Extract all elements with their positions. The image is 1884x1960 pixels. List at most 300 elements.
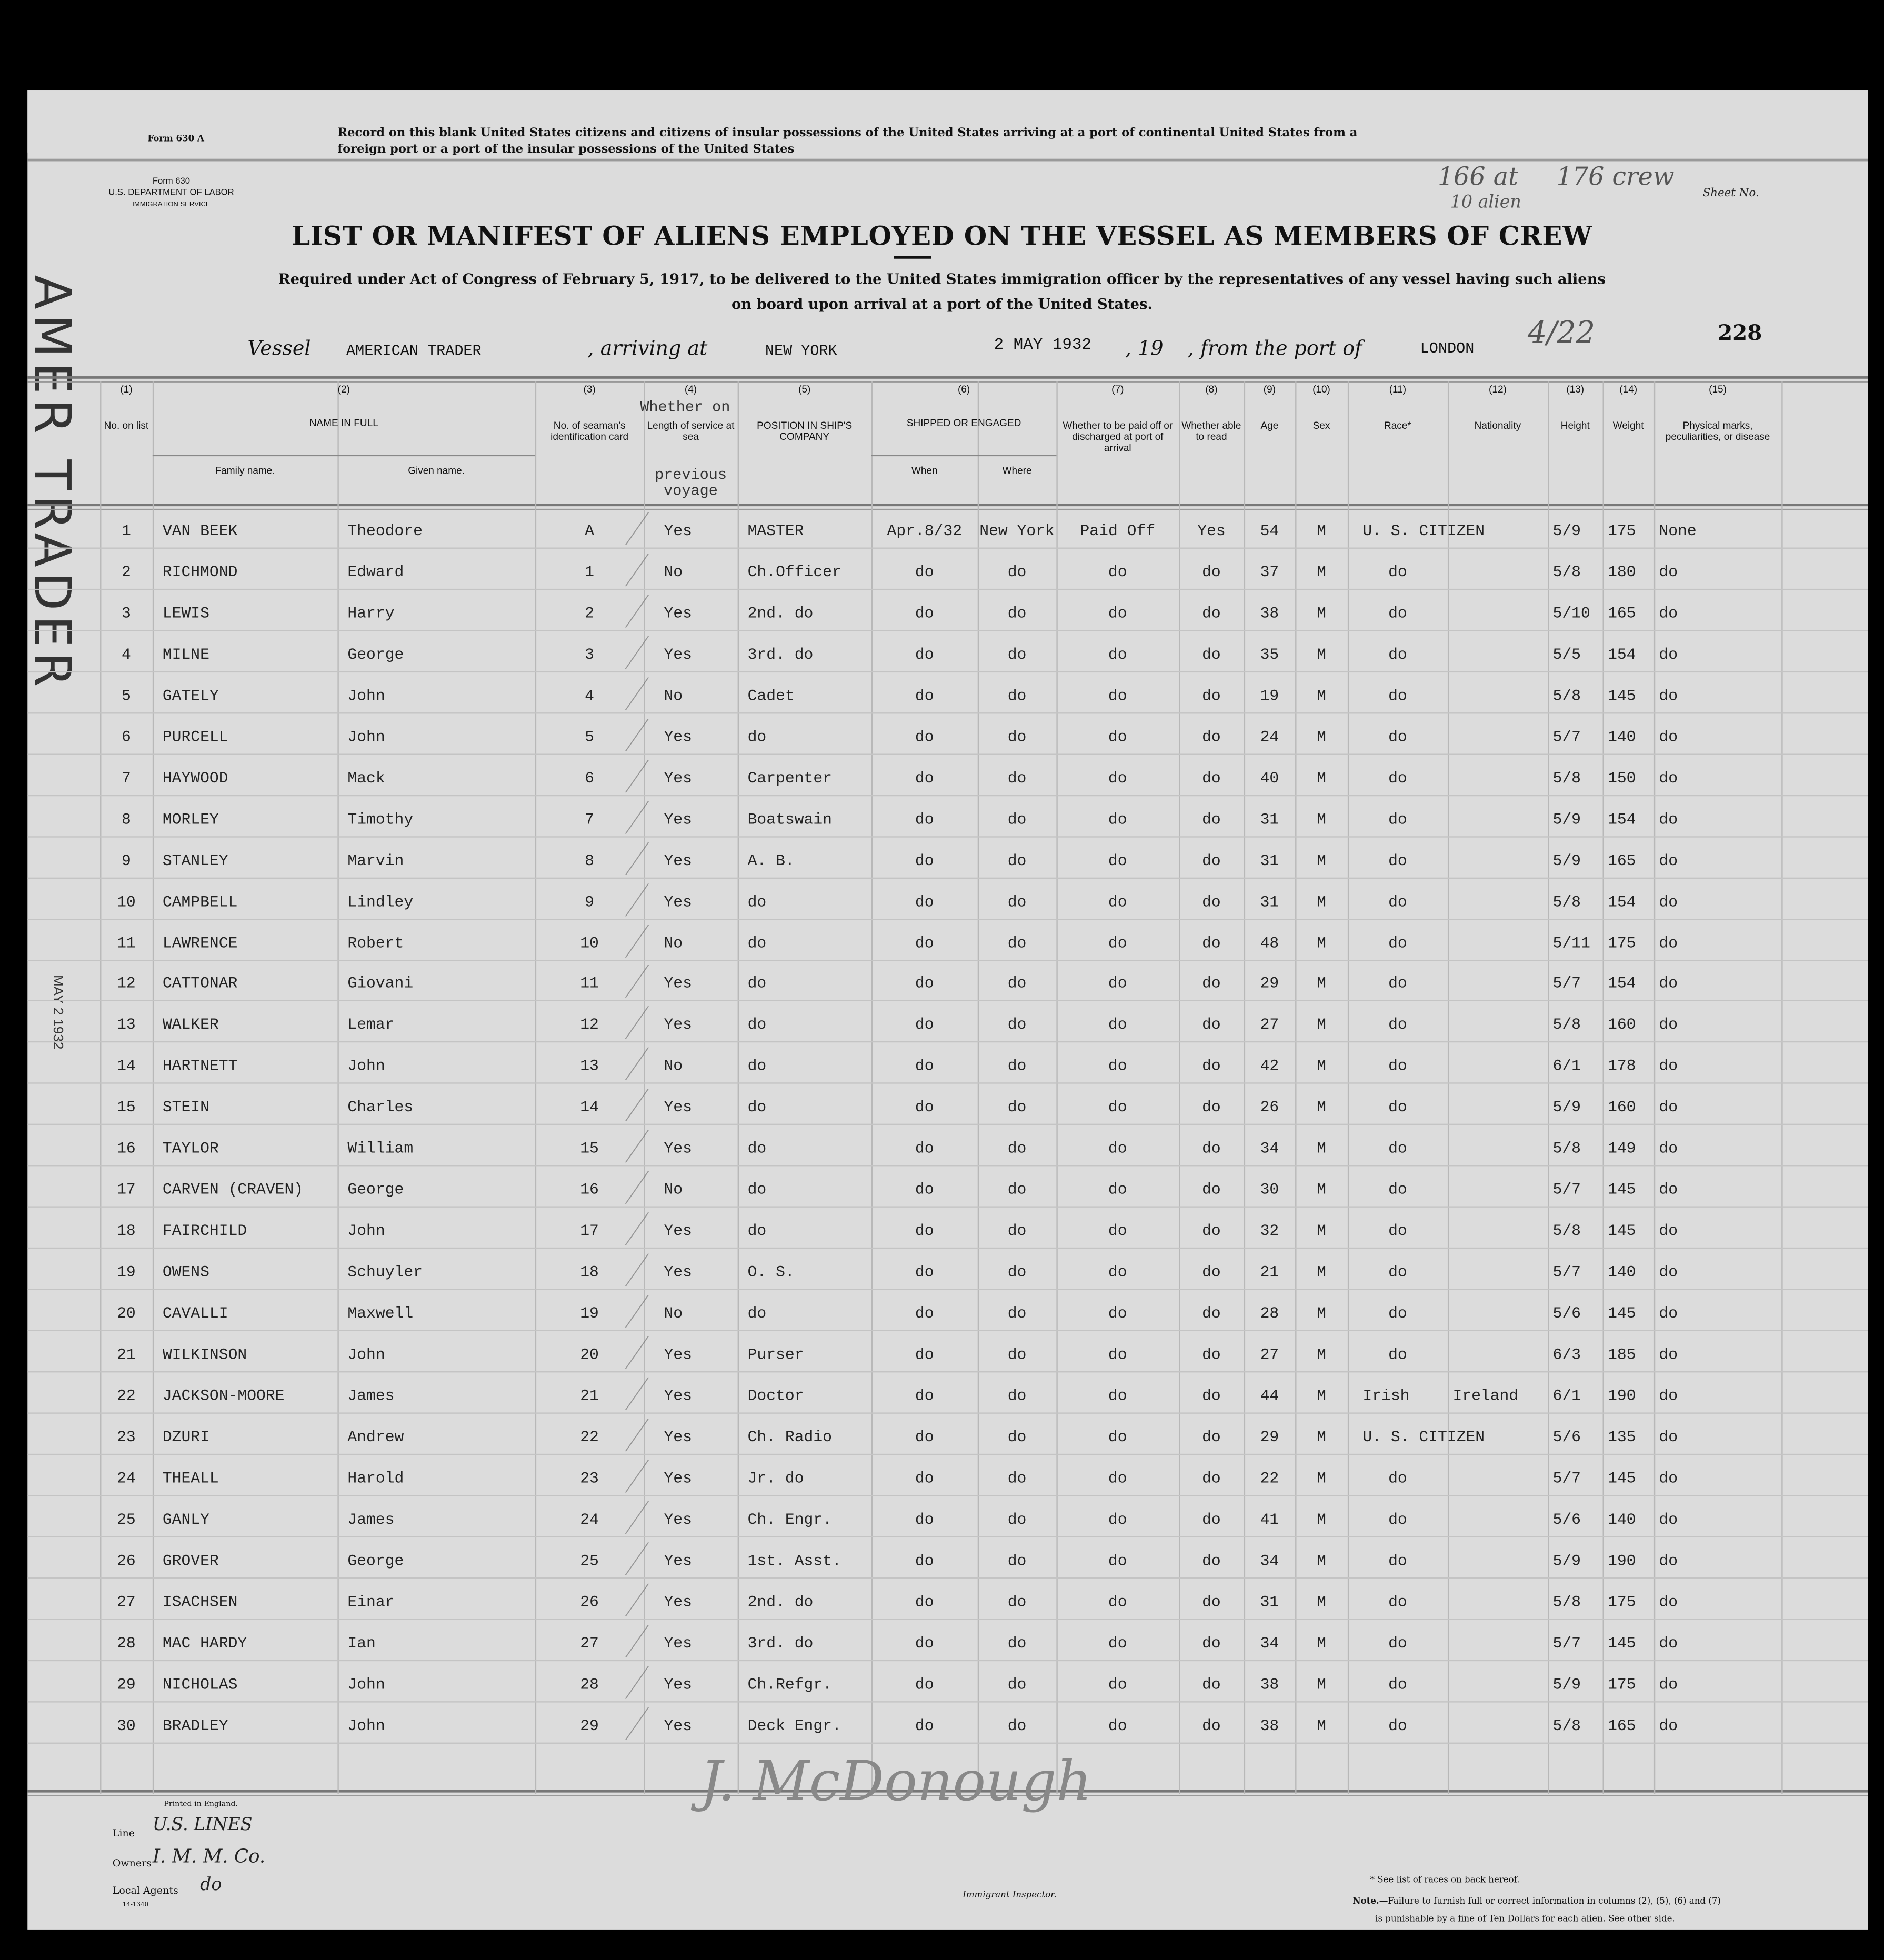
shipped-where[interactable]: do [1007, 1222, 1027, 1240]
previous-voyage[interactable]: No [664, 1305, 683, 1323]
able-to-read[interactable]: do [1202, 1387, 1221, 1405]
paid-off[interactable]: do [1108, 1017, 1127, 1034]
weight[interactable]: 175 [1608, 1675, 1636, 1693]
shipped-where[interactable]: do [1007, 976, 1027, 993]
weight[interactable]: 140 [1608, 728, 1636, 746]
able-to-read[interactable]: do [1202, 1346, 1221, 1364]
previous-voyage[interactable]: Yes [664, 1387, 692, 1405]
given-name[interactable]: Robert [347, 934, 404, 952]
race[interactable]: U. S. CITIZEN [1362, 522, 1485, 540]
shipped-when[interactable]: do [915, 1305, 934, 1323]
race[interactable]: do [1388, 1222, 1407, 1240]
given-name[interactable]: Einar [347, 1593, 395, 1611]
race[interactable]: do [1388, 1099, 1407, 1117]
given-name[interactable]: John [347, 1675, 385, 1693]
shipped-when[interactable]: do [915, 1058, 934, 1076]
paid-off[interactable]: do [1108, 1511, 1127, 1529]
age[interactable]: 34 [1260, 1140, 1279, 1158]
sex[interactable]: M [1317, 1058, 1326, 1076]
physical-marks[interactable]: do [1659, 1552, 1678, 1570]
id-card-number[interactable]: 5 [585, 728, 595, 746]
id-card-number[interactable]: 12 [580, 1017, 599, 1034]
given-name[interactable]: George [347, 646, 404, 664]
arrival-port[interactable]: NEW YORK [765, 342, 837, 360]
shipped-when[interactable]: do [915, 646, 934, 664]
able-to-read[interactable]: do [1202, 1058, 1221, 1076]
race[interactable]: do [1388, 934, 1407, 952]
physical-marks[interactable]: None [1659, 522, 1697, 540]
line-value[interactable]: U.S. LINES [152, 1815, 253, 1835]
sex[interactable]: M [1317, 1099, 1326, 1117]
paid-off[interactable]: do [1108, 728, 1127, 746]
given-name[interactable]: John [347, 1058, 385, 1076]
able-to-read[interactable]: do [1202, 810, 1221, 829]
race[interactable]: do [1388, 1634, 1407, 1652]
previous-voyage[interactable]: Yes [664, 1429, 692, 1446]
sex[interactable]: M [1317, 852, 1326, 870]
position[interactable]: Purser [747, 1346, 804, 1364]
sex[interactable]: M [1317, 1346, 1326, 1364]
age[interactable]: 30 [1260, 1181, 1279, 1199]
shipped-where[interactable]: do [1007, 728, 1027, 746]
given-name[interactable]: James [347, 1511, 395, 1529]
weight[interactable]: 165 [1608, 1716, 1636, 1735]
family-name[interactable]: LEWIS [162, 605, 209, 622]
given-name[interactable]: Edward [347, 564, 404, 581]
previous-voyage[interactable]: Yes [664, 646, 692, 664]
family-name[interactable]: HAYWOOD [162, 769, 228, 787]
weight[interactable]: 154 [1608, 893, 1636, 911]
physical-marks[interactable]: do [1659, 605, 1678, 622]
race[interactable]: do [1388, 646, 1407, 664]
position[interactable]: Ch. Engr. [747, 1511, 832, 1529]
id-card-number[interactable]: 15 [580, 1140, 599, 1158]
weight[interactable]: 160 [1608, 1099, 1636, 1117]
race[interactable]: U. S. CITIZEN [1362, 1429, 1485, 1446]
height[interactable]: 5/7 [1552, 1181, 1581, 1199]
paid-off[interactable]: do [1108, 1181, 1127, 1199]
age[interactable]: 24 [1260, 728, 1279, 746]
position[interactable]: Carpenter [747, 769, 832, 787]
height[interactable]: 5/9 [1552, 852, 1581, 870]
sex[interactable]: M [1317, 1181, 1326, 1199]
physical-marks[interactable]: do [1659, 1017, 1678, 1034]
given-name[interactable]: Harry [347, 605, 395, 622]
id-card-number[interactable]: A [585, 522, 595, 540]
given-name[interactable]: John [347, 1222, 385, 1240]
physical-marks[interactable]: do [1659, 564, 1678, 581]
paid-off[interactable]: do [1108, 1470, 1127, 1487]
previous-voyage[interactable]: Yes [664, 1470, 692, 1487]
race[interactable]: do [1388, 893, 1407, 911]
shipped-when[interactable]: do [915, 605, 934, 622]
given-name[interactable]: Charles [347, 1099, 414, 1117]
physical-marks[interactable]: do [1659, 1634, 1678, 1652]
weight[interactable]: 145 [1608, 1222, 1636, 1240]
shipped-when[interactable]: do [915, 1387, 934, 1405]
shipped-where[interactable]: do [1007, 646, 1027, 664]
weight[interactable]: 175 [1608, 934, 1636, 952]
weight[interactable]: 180 [1608, 564, 1636, 581]
physical-marks[interactable]: do [1659, 810, 1678, 829]
id-card-number[interactable]: 3 [585, 646, 595, 664]
weight[interactable]: 154 [1608, 976, 1636, 993]
paid-off[interactable]: do [1108, 1099, 1127, 1117]
shipped-when[interactable]: do [915, 1470, 934, 1487]
paid-off[interactable]: do [1108, 1222, 1127, 1240]
paid-off[interactable]: do [1108, 934, 1127, 952]
weight[interactable]: 185 [1608, 1346, 1636, 1364]
able-to-read[interactable]: do [1202, 1263, 1221, 1282]
position[interactable]: Deck Engr. [747, 1716, 841, 1735]
shipped-when[interactable]: do [915, 1222, 934, 1240]
age[interactable]: 44 [1260, 1387, 1279, 1405]
shipped-when[interactable]: do [915, 1593, 934, 1611]
weight[interactable]: 175 [1608, 522, 1636, 540]
family-name[interactable]: MORLEY [162, 810, 219, 829]
given-name[interactable]: Lemar [347, 1017, 395, 1034]
nationality[interactable]: Ireland [1452, 1387, 1519, 1405]
family-name[interactable]: WILKINSON [162, 1346, 247, 1364]
previous-voyage[interactable]: Yes [664, 810, 692, 829]
shipped-where[interactable]: do [1007, 852, 1027, 870]
race[interactable]: do [1388, 1593, 1407, 1611]
age[interactable]: 31 [1260, 852, 1279, 870]
race[interactable]: do [1388, 1263, 1407, 1282]
previous-voyage[interactable]: Yes [664, 852, 692, 870]
age[interactable]: 29 [1260, 1429, 1279, 1446]
id-card-number[interactable]: 8 [585, 852, 595, 870]
position[interactable]: Boatswain [747, 810, 832, 829]
weight[interactable]: 145 [1608, 687, 1636, 705]
id-card-number[interactable]: 7 [585, 810, 595, 829]
physical-marks[interactable]: do [1659, 1140, 1678, 1158]
physical-marks[interactable]: do [1659, 1263, 1678, 1282]
paid-off[interactable]: do [1108, 1140, 1127, 1158]
paid-off[interactable]: do [1108, 687, 1127, 705]
given-name[interactable]: Giovani [347, 976, 414, 993]
position[interactable]: Ch.Officer [747, 564, 841, 581]
given-name[interactable]: John [347, 1716, 385, 1735]
family-name[interactable]: TAYLOR [162, 1140, 219, 1158]
family-name[interactable]: GATELY [162, 687, 219, 705]
previous-voyage[interactable]: Yes [664, 605, 692, 622]
family-name[interactable]: ISACHSEN [162, 1593, 238, 1611]
physical-marks[interactable]: do [1659, 1346, 1678, 1364]
shipped-when[interactable]: do [915, 1181, 934, 1199]
height[interactable]: 5/8 [1552, 564, 1581, 581]
able-to-read[interactable]: do [1202, 1222, 1221, 1240]
previous-voyage[interactable]: Yes [664, 1263, 692, 1282]
shipped-where[interactable]: do [1007, 1387, 1027, 1405]
able-to-read[interactable]: do [1202, 646, 1221, 664]
paid-off[interactable]: do [1108, 1675, 1127, 1693]
family-name[interactable]: MAC HARDY [162, 1634, 247, 1652]
given-name[interactable]: George [347, 1181, 404, 1199]
id-card-number[interactable]: 22 [580, 1429, 599, 1446]
weight[interactable]: 145 [1608, 1305, 1636, 1323]
id-card-number[interactable]: 20 [580, 1346, 599, 1364]
position[interactable]: 3rd. do [747, 1634, 814, 1652]
id-card-number[interactable]: 16 [580, 1181, 599, 1199]
paid-off[interactable]: do [1108, 976, 1127, 993]
height[interactable]: 5/8 [1552, 893, 1581, 911]
previous-voyage[interactable]: Yes [664, 522, 692, 540]
shipped-where[interactable]: do [1007, 1675, 1027, 1693]
race[interactable]: do [1388, 1305, 1407, 1323]
height[interactable]: 5/6 [1552, 1305, 1581, 1323]
given-name[interactable]: James [347, 1387, 395, 1405]
able-to-read[interactable]: do [1202, 1181, 1221, 1199]
given-name[interactable]: Lindley [347, 893, 414, 911]
family-name[interactable]: CAVALLI [162, 1305, 228, 1323]
shipped-where[interactable]: do [1007, 1634, 1027, 1652]
previous-voyage[interactable]: Yes [664, 728, 692, 746]
able-to-read[interactable]: do [1202, 1593, 1221, 1611]
arrival-date[interactable]: 2 MAY 1932 [994, 335, 1091, 354]
given-name[interactable]: Ian [347, 1634, 376, 1652]
family-name[interactable]: HARTNETT [162, 1058, 238, 1076]
position[interactable]: MASTER [747, 522, 804, 540]
able-to-read[interactable]: do [1202, 1140, 1221, 1158]
height[interactable]: 5/7 [1552, 976, 1581, 993]
shipped-when[interactable]: do [915, 687, 934, 705]
age[interactable]: 40 [1260, 769, 1279, 787]
shipped-when[interactable]: do [915, 769, 934, 787]
paid-off[interactable]: Paid Off [1080, 522, 1156, 540]
able-to-read[interactable]: do [1202, 1716, 1221, 1735]
race[interactable]: do [1388, 1346, 1407, 1364]
position[interactable]: 1st. Asst. [747, 1552, 841, 1570]
family-name[interactable]: CAMPBELL [162, 893, 238, 911]
paid-off[interactable]: do [1108, 810, 1127, 829]
shipped-when[interactable]: Apr.8/32 [887, 522, 963, 540]
position[interactable]: 3rd. do [747, 646, 814, 664]
sex[interactable]: M [1317, 728, 1326, 746]
position[interactable]: O. S. [747, 1263, 795, 1282]
able-to-read[interactable]: do [1202, 769, 1221, 787]
age[interactable]: 34 [1260, 1634, 1279, 1652]
height[interactable]: 5/6 [1552, 1429, 1581, 1446]
id-card-number[interactable]: 13 [580, 1058, 599, 1076]
physical-marks[interactable]: do [1659, 1470, 1678, 1487]
family-name[interactable]: CARVEN (CRAVEN) [162, 1181, 304, 1199]
age[interactable]: 29 [1260, 976, 1279, 993]
height[interactable]: 5/7 [1552, 1470, 1581, 1487]
able-to-read[interactable]: do [1202, 976, 1221, 993]
sex[interactable]: M [1317, 1470, 1326, 1487]
previous-voyage[interactable]: Yes [664, 1675, 692, 1693]
physical-marks[interactable]: do [1659, 1099, 1678, 1117]
position[interactable]: A. B. [747, 852, 795, 870]
race[interactable]: do [1388, 810, 1407, 829]
shipped-when[interactable]: do [915, 1552, 934, 1570]
previous-voyage[interactable]: Yes [664, 893, 692, 911]
height[interactable]: 5/7 [1552, 728, 1581, 746]
position[interactable]: Doctor [747, 1387, 804, 1405]
vessel-name[interactable]: AMERICAN TRADER [346, 342, 482, 360]
id-card-number[interactable]: 23 [580, 1470, 599, 1487]
weight[interactable]: 190 [1608, 1387, 1636, 1405]
id-card-number[interactable]: 4 [585, 687, 595, 705]
position[interactable]: Cadet [747, 687, 795, 705]
age[interactable]: 19 [1260, 687, 1279, 705]
given-name[interactable]: Harold [347, 1470, 404, 1487]
previous-voyage[interactable]: No [664, 564, 683, 581]
able-to-read[interactable]: do [1202, 1017, 1221, 1034]
physical-marks[interactable]: do [1659, 1387, 1678, 1405]
weight[interactable]: 140 [1608, 1511, 1636, 1529]
physical-marks[interactable]: do [1659, 1058, 1678, 1076]
shipped-where[interactable]: do [1007, 1263, 1027, 1282]
previous-voyage[interactable]: No [664, 687, 683, 705]
height[interactable]: 5/8 [1552, 769, 1581, 787]
shipped-where[interactable]: do [1007, 1017, 1027, 1034]
physical-marks[interactable]: do [1659, 769, 1678, 787]
shipped-where[interactable]: do [1007, 1429, 1027, 1446]
age[interactable]: 26 [1260, 1099, 1279, 1117]
sex[interactable]: M [1317, 605, 1326, 622]
height[interactable]: 5/8 [1552, 1017, 1581, 1034]
height[interactable]: 5/8 [1552, 1716, 1581, 1735]
position[interactable]: 2nd. do [747, 605, 814, 622]
shipped-where[interactable]: do [1007, 1099, 1027, 1117]
paid-off[interactable]: do [1108, 1058, 1127, 1076]
shipped-when[interactable]: do [915, 1716, 934, 1735]
physical-marks[interactable]: do [1659, 1675, 1678, 1693]
weight[interactable]: 175 [1608, 1593, 1636, 1611]
shipped-where[interactable]: do [1007, 1346, 1027, 1364]
height[interactable]: 5/6 [1552, 1511, 1581, 1529]
shipped-when[interactable]: do [915, 1346, 934, 1364]
paid-off[interactable]: do [1108, 1387, 1127, 1405]
age[interactable]: 48 [1260, 934, 1279, 952]
given-name[interactable]: Schuyler [347, 1263, 423, 1282]
shipped-where[interactable]: do [1007, 605, 1027, 622]
shipped-when[interactable]: do [915, 1140, 934, 1158]
shipped-where[interactable]: do [1007, 1716, 1027, 1735]
weight[interactable]: 150 [1608, 769, 1636, 787]
weight[interactable]: 149 [1608, 1140, 1636, 1158]
family-name[interactable]: PURCELL [162, 728, 228, 746]
sex[interactable]: M [1317, 1716, 1326, 1735]
id-card-number[interactable]: 25 [580, 1552, 599, 1570]
age[interactable]: 35 [1260, 646, 1279, 664]
shipped-where[interactable]: do [1007, 687, 1027, 705]
height[interactable]: 5/8 [1552, 687, 1581, 705]
age[interactable]: 42 [1260, 1058, 1279, 1076]
departure-port[interactable]: LONDON [1420, 340, 1475, 358]
physical-marks[interactable]: do [1659, 1222, 1678, 1240]
paid-off[interactable]: do [1108, 1593, 1127, 1611]
age[interactable]: 21 [1260, 1263, 1279, 1282]
family-name[interactable]: LAWRENCE [162, 934, 238, 952]
sex[interactable]: M [1317, 1222, 1326, 1240]
owners-value[interactable]: I. M. M. Co. [152, 1845, 266, 1868]
shipped-when[interactable]: do [915, 1429, 934, 1446]
physical-marks[interactable]: do [1659, 976, 1678, 993]
id-card-number[interactable]: 19 [580, 1305, 599, 1323]
id-card-number[interactable]: 21 [580, 1387, 599, 1405]
weight[interactable]: 135 [1608, 1429, 1636, 1446]
age[interactable]: 38 [1260, 1675, 1279, 1693]
given-name[interactable]: Timothy [347, 810, 414, 829]
previous-voyage[interactable]: Yes [664, 1593, 692, 1611]
height[interactable]: 5/11 [1552, 934, 1590, 952]
height[interactable]: 5/8 [1552, 1593, 1581, 1611]
paid-off[interactable]: do [1108, 1634, 1127, 1652]
shipped-when[interactable]: do [915, 852, 934, 870]
sex[interactable]: M [1317, 1552, 1326, 1570]
paid-off[interactable]: do [1108, 769, 1127, 787]
weight[interactable]: 160 [1608, 1017, 1636, 1034]
height[interactable]: 6/1 [1552, 1058, 1581, 1076]
shipped-when[interactable]: do [915, 1263, 934, 1282]
id-card-number[interactable]: 1 [585, 564, 595, 581]
given-name[interactable]: Mack [347, 769, 385, 787]
sex[interactable]: M [1317, 564, 1326, 581]
id-card-number[interactable]: 17 [580, 1222, 599, 1240]
shipped-when[interactable]: do [915, 1675, 934, 1693]
id-card-number[interactable]: 29 [580, 1716, 599, 1735]
family-name[interactable]: VAN BEEK [162, 522, 238, 540]
previous-voyage[interactable]: No [664, 1058, 683, 1076]
age[interactable]: 37 [1260, 564, 1279, 581]
id-card-number[interactable]: 18 [580, 1263, 599, 1282]
position[interactable]: Ch. Radio [747, 1429, 832, 1446]
id-card-number[interactable]: 14 [580, 1099, 599, 1117]
able-to-read[interactable]: do [1202, 1552, 1221, 1570]
shipped-when[interactable]: do [915, 1099, 934, 1117]
family-name[interactable]: MILNE [162, 646, 209, 664]
id-card-number[interactable]: 27 [580, 1634, 599, 1652]
able-to-read[interactable]: do [1202, 852, 1221, 870]
shipped-when[interactable]: do [915, 810, 934, 829]
family-name[interactable]: GROVER [162, 1552, 219, 1570]
shipped-when[interactable]: do [915, 1017, 934, 1034]
able-to-read[interactable]: do [1202, 1470, 1221, 1487]
age[interactable]: 38 [1260, 605, 1279, 622]
race[interactable]: do [1388, 1181, 1407, 1199]
able-to-read[interactable]: do [1202, 564, 1221, 581]
race[interactable]: do [1388, 1058, 1407, 1076]
able-to-read[interactable]: do [1202, 1675, 1221, 1693]
sex[interactable]: M [1317, 934, 1326, 952]
given-name[interactable]: John [347, 687, 385, 705]
race[interactable]: do [1388, 687, 1407, 705]
position[interactable]: do [747, 934, 767, 952]
position[interactable]: Jr. do [747, 1470, 804, 1487]
physical-marks[interactable]: do [1659, 1305, 1678, 1323]
family-name[interactable]: DZURI [162, 1429, 209, 1446]
given-name[interactable]: Marvin [347, 852, 404, 870]
race[interactable]: do [1388, 1017, 1407, 1034]
height[interactable]: 5/5 [1552, 646, 1581, 664]
race[interactable]: do [1388, 1140, 1407, 1158]
height[interactable]: 5/9 [1552, 1552, 1581, 1570]
family-name[interactable]: FAIRCHILD [162, 1222, 247, 1240]
physical-marks[interactable]: do [1659, 1181, 1678, 1199]
race[interactable]: do [1388, 1675, 1407, 1693]
shipped-where[interactable]: do [1007, 1140, 1027, 1158]
shipped-where[interactable]: do [1007, 810, 1027, 829]
height[interactable]: 5/9 [1552, 1099, 1581, 1117]
family-name[interactable]: BRADLEY [162, 1716, 228, 1735]
able-to-read[interactable]: do [1202, 1305, 1221, 1323]
weight[interactable]: 140 [1608, 1263, 1636, 1282]
sex[interactable]: M [1317, 522, 1326, 540]
sex[interactable]: M [1317, 1017, 1326, 1034]
